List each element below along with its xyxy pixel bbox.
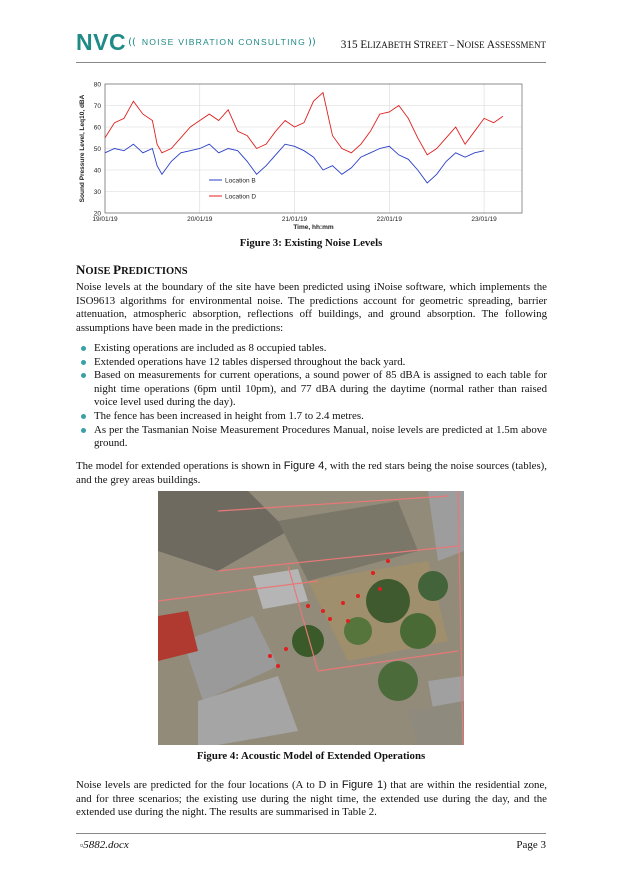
noise-source-icon [284, 647, 288, 651]
list-item: Extended operations have 12 tables dispersed throughout the back yard. [76, 356, 547, 370]
y-axis-label: Sound Pressure Level, Leq10, dBA [79, 94, 86, 203]
noise-source-icon [346, 619, 350, 623]
bullet-icon [81, 346, 86, 351]
x-tick-label: 23/01/19 [471, 216, 497, 223]
figure-1-reference[interactable]: Figure 1 [341, 779, 384, 791]
y-tick-label: 70 [93, 103, 101, 110]
list-item: The fence has been increased in height from 1.7 to 2.4 metres. [76, 410, 547, 424]
noise-level-chart [77, 80, 543, 232]
noise-source-icon [276, 664, 280, 668]
x-axis-label: Time, hh:mm [293, 224, 334, 231]
noise-source-icon [306, 604, 310, 608]
noise-source-icon [328, 617, 332, 621]
figure-4-reference[interactable]: Figure 4 [283, 460, 325, 472]
noise-source-icon [378, 587, 382, 591]
x-tick-label: 20/01/19 [187, 216, 213, 223]
page-number: Page 3 [516, 839, 546, 851]
series-line-location-d [105, 93, 503, 155]
acoustic-model-aerial-image [158, 491, 464, 745]
company-logo [76, 30, 318, 54]
x-tick-label: 21/01/19 [281, 216, 308, 223]
noise-source-icon [321, 609, 325, 613]
y-tick-label: 60 [93, 124, 101, 132]
noise-source-icon [341, 601, 345, 605]
model-paragraph: The model for extended operations is shown in Figure 4, with the red stars being the noise sources (tables), and the grey areas buildings. [76, 460, 547, 486]
logo-subtitle: NOISE VIBRATION CONSULTING [141, 37, 306, 47]
footer-divider [76, 833, 546, 834]
header-divider [76, 62, 546, 63]
list-item: Based on measurements for current operations, a sound power of 85 dBA is assigned to each table for night time operations (6pm until 10pm), and 77 dBA during the daytime (normal rather than raised voice level used during the day). [76, 369, 547, 410]
noise-source-icon [268, 654, 272, 658]
x-tick-label: 19/01/19 [92, 216, 118, 223]
bullet-icon [81, 428, 86, 433]
bullet-icon [81, 373, 86, 378]
document-icon: ▫ [80, 840, 84, 850]
bullet-icon [81, 360, 86, 365]
sound-wave-icon: (( [128, 36, 136, 48]
footer-filename: ▫5882.docx [80, 839, 129, 851]
y-tick-label: 80 [93, 81, 101, 89]
noise-source-icon [386, 559, 390, 563]
sound-wave-icon-right: )) [307, 36, 316, 48]
x-tick-label: 22/01/19 [376, 216, 402, 223]
noise-source-icon [356, 594, 360, 598]
figure-3-caption: Figure 3: Existing Noise Levels [239, 237, 383, 249]
y-tick-label: 20 [93, 210, 101, 218]
y-tick-label: 40 [93, 167, 101, 175]
legend-entry: Location B [225, 177, 256, 185]
legend-entry: Location D [225, 193, 257, 201]
list-item: Existing operations are included as 8 occupied tables. [76, 342, 547, 356]
y-tick-label: 50 [93, 146, 101, 153]
assumptions-list [76, 342, 547, 451]
bullet-icon [81, 414, 86, 419]
logo-nvc: NVC [76, 28, 127, 55]
document-header-title: 315 ELIZABETH STREET – NOISE ASSESSMENT [340, 39, 546, 51]
final-paragraph: Noise levels are predicted for the four locations (A to D in Figure 1) that are within the residential zone, and for three scenarios; the existing use during the night time, the extended use during the day, and the extended use during the night. The results are summarised in Table 2. [76, 779, 547, 819]
y-tick-label: 30 [93, 189, 101, 196]
section-heading: NOISE PREDICTIONS [76, 262, 188, 277]
intro-paragraph: Noise levels at the boundary of the site have been predicted using iNoise software, which implements the ISO9613 algorithms for environmental noise. The predictions account for geometric spreading, barrier attenuation, atmospheric absorption, reflections off buildings, and ground absorption. The following assumptions have been made in the predictions: [76, 281, 547, 334]
figure-4-caption: Figure 4: Acoustic Model of Extended Operations [196, 750, 426, 762]
list-item: As per the Tasmanian Noise Measurement Procedures Manual, noise levels are predicted at 1.5m above ground. [76, 424, 547, 451]
noise-source-icon [371, 571, 375, 575]
